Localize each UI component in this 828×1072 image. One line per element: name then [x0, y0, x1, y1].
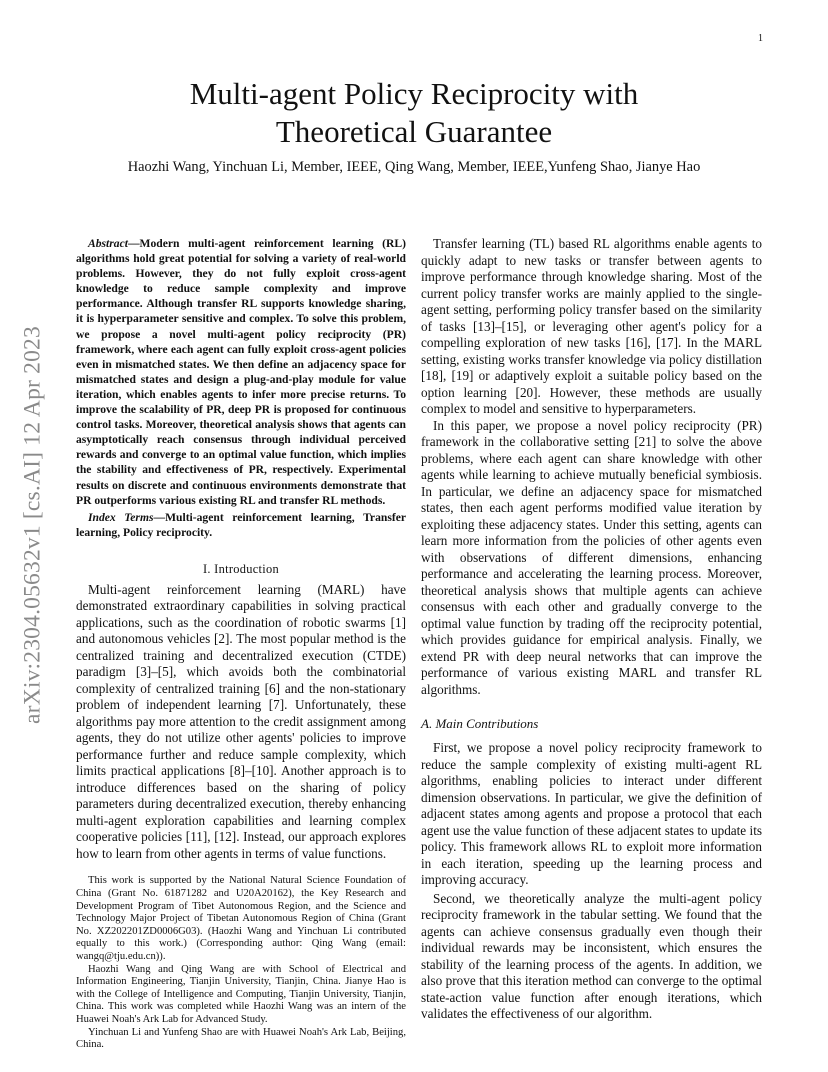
- right-column: [421, 236, 762, 1023]
- intro-paragraph-1: Multi-agent reinforcement learning (MARL) have demonstrated extraordinary capabilities in solving practical applications, such as the coordination of robotic swarms [1] and autonomous vehicles [2]. The most popular method is the centralized training and decentralized execution (CTDE) paradigm [3]–[5], which avoids both the combinatorial complexity of centralized training [6] and the non-stationary problem of independent learning [7]. Unfortunately, these algorithms pay more attention to the credit assignment among agents, they do not utilize other agents' policies to improve performance further and reduce sample complexity, which limits practical applications [8]–[10]. Another approach is to introduce differences based on the sharing of policy parameters during decentralized execution, thereby enhancing multi-agent exploration capabilities and learning complex cooperative policies [11], [12]. Instead, our approach explores how to learn from other agents in terms of value functions.: [76, 581, 406, 861]
- title-line-1: Multi-agent Policy Reciprocity with: [189, 76, 639, 111]
- arxiv-identifier-text: arXiv:2304.05632v1 [cs.AI] 12 Apr 2023: [19, 326, 46, 724]
- intro-paragraph-3: In this paper, we propose a novel policy reciprocity (PR) framework in the collaborative setting [21] to solve the above problems, where each agent can share knowledge with other agents while learning to achieve mutually beneficial symbiosis. In particular, we define an adjacency space for mismatched states, then each agent performs modified value iteration by exploiting these adjacency states. Under this setting, agents can learn more information from the policies of other agents even with observations of different dimensions, enhancing performance and accelerating the learning process. Moreover, theoretical analysis shows that multiple agents can achieve consensus with each other and gradually converge to the optimal value function by trading off the reciprocity potential, which provides guidance for empirical analysis. Finally, we extend PR with deep neural networks that can improve the performance of various existing MARL and transfer RL algorithms.: [421, 417, 762, 697]
- index-terms-label: Index Terms: [88, 510, 154, 524]
- index-terms-text: —Multi-agent reinforcement learning, Transfer learning, Policy reciprocity.: [76, 510, 406, 539]
- contribution-paragraph-1: First, we propose a novel policy reciprocity framework to reduce the sample complexity of existing multi-agent RL algorithms, enabling policies to interact under different dimension observations. In particular, we give the definition of adjacent states among agents and propose a protocol that each agent use the value function of these adjacent states to update its policy. This framework allows RL to exploit more information in each iteration, speeding up the learning process and improving accuracy.: [421, 740, 762, 887]
- footnotes: [76, 875, 406, 1051]
- footnote-affiliation-2: Yinchuan Li and Yunfeng Shao are with Huawei Noah's Ark Lab, Beijing, China.: [76, 1026, 406, 1051]
- left-column: [76, 236, 406, 1052]
- subsection-heading-main-contributions: A. Main Contributions: [421, 716, 539, 731]
- author-list: Haozhi Wang, Yinchuan Li, Member, IEEE, Qing Wang, Member, IEEE,Yunfeng Shao, Jianye Hao: [127, 159, 701, 175]
- intro-paragraph-2: Transfer learning (TL) based RL algorithms enable agents to quickly adapt to new tasks or transfer between agents to improve performance through knowledge sharing. Most of the current policy transfer works are mainly applied to the single-agent setting, performing policy transfer based on the similarity of tasks [13]–[15], or leveraging other agent's policy for a compelling exploration of new tasks [16], [17]. In the MARL setting, existing works transfer knowledge via policy distillation [18], [19] or adaptively exploit a suitable policy based on the option learning [20]. However, these methods are usually complex to model and sensitive to hyperparameters.: [421, 236, 762, 416]
- section-heading-introduction: I. Introduction: [202, 561, 280, 576]
- footnote-funding: This work is supported by the National Natural Science Foundation of China (Grant No. 61871282 and U20A20162), the Key Research and Development Program of Tibet Autonomous Region, and the Science and Technology Major Project of Tibetan Autonomous Region of China (Grant No. XZ202201ZD0006G03). (Haozhi Wang and Yinchuan Li contributed equally to this work.) (Corresponding author: Qing Wang (email: wangq@tju.edu.cn)).: [76, 875, 406, 962]
- abstract-label: Abstract: [88, 237, 128, 250]
- arxiv-identifier-stamp: [18, 295, 48, 755]
- paper-title: [0, 75, 828, 151]
- page-number: 1: [758, 33, 763, 44]
- index-terms: [76, 510, 406, 540]
- abstract: [76, 236, 406, 508]
- title-line-2: Theoretical Guarantee: [275, 114, 553, 149]
- footnote-affiliation-1: Haozhi Wang and Qing Wang are with School of Electrical and Information Engineering, Tianjin University, Tianjin, China. Jianye Hao is with the College of Intelligence and Computing, Tianjin University, Tianjin, China. This work was completed while Haozhi Wang was an intern of the Huawei Noah's Ark Lab for Advanced Study.: [76, 963, 406, 1025]
- contribution-paragraph-2: Second, we theoretically analyze the multi-agent policy reciprocity framework in the tabular setting. We found that the agents can achieve consensus gradually even though their individual rewards may be inconsistent, which ensures the stability of the learning process of the agents. In addition, we also prove that this iteration method can converge to the optimal state-action value function after enough iterations, which validates the effectiveness of our algorithm.: [421, 890, 762, 1021]
- abstract-text: —Modern multi-agent reinforcement learning (RL) algorithms hold great potential for solving a variety of real-world problems. However, they do not fully exploit cross-agent knowledge to reduce sample complexity and improve performance. Although transfer RL supports knowledge sharing, it is hyperparameter sensitive and complex. To solve this problem, we propose a novel multi-agent policy reciprocity (PR) framework, where each agent can fully exploit cross-agent policies even in mismatched states. We then define an adjacency space for mismatched states and design a plug-and-play module for value iteration, which enables agents to infer more precise returns. To improve the scalability of PR, deep PR is proposed for continuous control tasks. Moreover, theoretical analysis shows that agents can asymptotically reach consensus through individual perceived rewards and converge to an optimal value function, which implies the stability and effectiveness of PR, respectively. Experimental results on discrete and continuous environments demonstrate that PR outperforms various existing RL and transfer RL methods.: [76, 237, 406, 507]
